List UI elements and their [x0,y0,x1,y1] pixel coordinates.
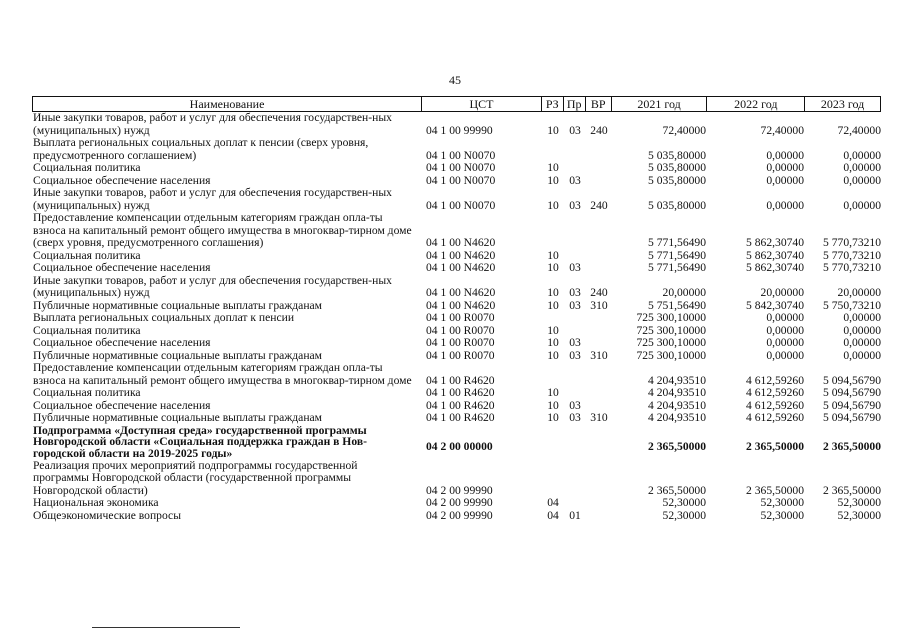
table-row [32,187,881,212]
row-2022: 0,00000 [766,348,804,362]
row-vr: 240 [590,123,608,137]
row-name: Социальная политика [33,248,141,262]
row-2023: 5 750,73210 [823,298,881,312]
header-vr: ВР [586,97,612,111]
row-2023: 2 365,50000 [823,440,881,454]
row-rz: 10 [547,286,559,299]
row-2023: 0,00000 [843,173,881,187]
row-cst: 04 2 00 99990 [426,483,493,497]
row-2022: 20,00000 [760,286,804,299]
row-2021: 5 035,80000 [648,198,706,212]
row-pr: 03 [569,173,581,187]
row-2021: 4 204,93510 [648,411,706,424]
row-rz: 10 [547,248,559,262]
row-vr: 240 [590,198,608,212]
row-2023: 0,00000 [843,336,881,349]
row-2022: 0,00000 [766,148,804,162]
row-cst: 04 1 00 R0070 [426,311,495,324]
row-vr [586,454,612,460]
table-row [32,137,881,162]
row-2023: 20,00000 [837,286,881,299]
row-name: Социальная политика [33,386,141,399]
row-pr: 03 [569,411,581,424]
table-row [32,312,881,325]
row-2021: 5 035,80000 [648,148,706,162]
row-2022: 5 842,30740 [746,298,804,312]
row-name: Выплата региональных социальных доплат к пенсии (сверх уровня, предусмотренного соглашением) [33,136,369,162]
row-name: Публичные нормативные социальные выплаты гражданам [33,298,322,312]
row-2023: 5 094,56790 [823,398,881,412]
row-cst: 04 2 00 00000 [426,440,493,454]
row-rz: 10 [547,348,559,362]
row-pr: 03 [569,198,581,212]
row-2022: 72,40000 [760,123,804,137]
row-2022: 2 365,50000 [746,483,804,497]
row-pr: 03 [569,261,581,274]
row-cst: 04 2 00 99990 [426,508,493,522]
row-2023: 2 365,50000 [823,483,881,497]
row-2023: 5 770,73210 [823,248,881,262]
row-cst: 04 1 00 N4620 [426,286,496,299]
row-rz: 04 [547,508,559,522]
row-rz: 10 [547,336,559,349]
row-cst: 04 1 00 N4620 [426,298,496,312]
row-cst: 04 1 00 R4620 [426,373,495,387]
footnote-divider [92,627,240,628]
header-cst: ЦСТ [422,97,542,111]
row-cst: 04 1 00 N0070 [426,173,496,187]
row-2023: 0,00000 [843,348,881,362]
row-2023: 0,00000 [843,148,881,162]
row-2021: 4 204,93510 [648,386,706,399]
row-2023: 72,40000 [837,123,881,137]
row-2021: 4 204,93510 [648,398,706,412]
row-name: Социальное обеспечение населения [33,261,211,274]
row-name: Социальное обеспечение населения [33,173,211,187]
row-2021: 52,30000 [662,496,706,510]
table-row [32,162,881,175]
row-2022: 0,00000 [766,323,804,337]
row-rz: 10 [547,386,559,399]
row-2021: 4 204,93510 [648,373,706,387]
row-name: Иные закупки товаров, работ и услуг для обеспечения государствен-ных (муниципальных) нужд [33,186,392,212]
page-number: 45 [449,73,461,87]
row-rz [542,454,564,460]
row-pr: 03 [569,348,581,362]
row-name: Предоставление компенсации отдельным категориям граждан опла-ты взноса на капитальный ремонт общего имущества в многоквар-тирном доме (сверх уровня, предусмотренного соглашения) [33,211,412,249]
row-cst: 04 1 00 R0070 [426,348,495,362]
row-2022: 52,30000 [760,496,804,510]
table-row [32,212,881,250]
row-rz: 10 [547,161,559,174]
row-2022: 4 612,59260 [746,411,804,424]
row-name: Иные закупки товаров, работ и услуг для обеспечения государствен-ных (муниципальных) нужд [33,273,392,299]
row-2022: 0,00000 [766,198,804,212]
row-2021: 5 771,56490 [648,236,706,249]
row-pr: 03 [569,123,581,137]
header-2022: 2022 год [707,97,805,111]
header-2023: 2023 год [820,97,865,111]
row-pr: 03 [569,398,581,412]
row-pr [564,454,586,460]
row-2023: 5 094,56790 [823,411,881,424]
row-2022: 2 365,50000 [746,440,804,454]
row-2022: 0,00000 [766,336,804,349]
table-row [32,112,881,137]
row-name: Социальное обеспечение населения [33,398,211,412]
row-name: Социальное обеспечение населения [33,336,211,349]
budget-table [32,96,881,522]
row-cst: 04 1 00 R4620 [426,398,495,412]
row-2021: 52,30000 [662,508,706,522]
row-pr: 03 [569,298,581,312]
row-2022: 4 612,59260 [746,386,804,399]
table-row [32,337,881,350]
header-pr: Пр [564,97,586,111]
row-2023: 5 770,73210 [823,261,881,274]
row-cst: 04 1 00 N4620 [426,248,496,262]
row-vr: 310 [590,411,608,424]
row-2022: 0,00000 [766,161,804,174]
row-pr: 03 [569,286,581,299]
row-name: Подпрограмма «Доступная среда» государственной программы Новгородской области «Социальная поддержка граждан в Нов-городской области на 2019-2025 годы» [33,423,367,461]
row-rz: 10 [547,261,559,274]
row-2023: 52,30000 [837,508,881,522]
row-2022: 52,30000 [760,508,804,522]
row-2021: 5 035,80000 [648,173,706,187]
row-2022: 5 862,30740 [746,236,804,249]
row-2023: 0,00000 [843,311,881,324]
row-cst: 04 2 00 99990 [426,496,493,510]
row-2021: 72,40000 [662,123,706,137]
row-2021: 5 035,80000 [648,161,706,174]
row-2021: 20,00000 [662,286,706,299]
row-name: Предоставление компенсации отдельным категориям граждан опла-ты взноса на капитальный ремонт общего имущества в многоквар-тирном доме [33,361,412,387]
row-name: Публичные нормативные социальные выплаты гражданам [33,411,322,424]
row-2021: 5 771,56490 [648,248,706,262]
row-2021: 5 751,56490 [648,298,706,312]
table-row [32,362,881,387]
row-cst: 04 1 00 N0070 [426,148,496,162]
row-2022: 5 862,30740 [746,261,804,274]
row-2021: 2 365,50000 [648,483,706,497]
header-name: Наименование [33,97,422,111]
table-row [32,275,881,300]
row-cst: 04 1 00 R4620 [426,386,495,399]
row-2023: 5 094,56790 [823,373,881,387]
row-2021: 725 300,10000 [636,323,706,337]
row-2022: 0,00000 [766,173,804,187]
row-cst: 04 1 00 N4620 [426,261,496,274]
row-2023: 0,00000 [843,161,881,174]
row-cst: 04 1 00 N0070 [426,161,496,174]
table-row [32,510,881,523]
row-pr: 03 [569,336,581,349]
row-vr: 310 [590,348,608,362]
row-2022: 0,00000 [766,311,804,324]
row-rz: 04 [547,496,559,510]
row-2023: 52,30000 [837,496,881,510]
row-2022: 5 862,30740 [746,248,804,262]
row-pr: 01 [569,508,581,522]
table-row [32,412,881,425]
row-2023: 5 094,56790 [823,386,881,399]
table-row [32,460,881,498]
row-cst: 04 1 00 R0070 [426,323,495,337]
row-name: Реализация прочих мероприятий подпрограммы государственной программы Новгородской области (государственной программы Новгородской области) [33,458,358,497]
row-2021: 725 300,10000 [636,336,706,349]
row-2023: 5 770,73210 [823,236,881,249]
row-2021: 2 365,50000 [648,440,706,454]
row-rz: 10 [547,173,559,187]
header-2021: 2021 год [612,97,708,111]
row-name: Выплата региональных социальных доплат к пенсии [33,311,295,324]
row-2021: 725 300,10000 [636,348,706,362]
row-rz: 10 [547,323,559,337]
row-rz: 10 [547,398,559,412]
row-rz: 10 [547,298,559,312]
row-rz: 10 [547,198,559,212]
table-header [32,96,881,112]
table-row [32,425,881,460]
row-cst: 04 1 00 99990 [426,123,493,137]
row-rz: 10 [547,411,559,424]
row-2023: 0,00000 [843,198,881,212]
row-2022: 4 612,59260 [746,398,804,412]
row-name: Социальная политика [33,323,141,337]
row-vr: 310 [590,298,608,312]
row-name: Публичные нормативные социальные выплаты гражданам [33,348,322,362]
header-rz: РЗ [542,97,564,111]
row-2021: 5 771,56490 [648,261,706,274]
row-2021: 725 300,10000 [636,311,706,324]
row-name: Иные закупки товаров, работ и услуг для обеспечения государствен-ных (муниципальных) нужд [33,111,392,137]
row-cst: 04 1 00 R0070 [426,336,495,349]
table-row [32,387,881,400]
table-body [32,112,881,522]
row-vr: 240 [590,286,608,299]
row-name: Социальная политика [33,161,141,174]
table-row [32,262,881,275]
row-cst: 04 1 00 N4620 [426,236,496,249]
row-2023: 0,00000 [843,323,881,337]
row-rz: 10 [547,123,559,137]
row-cst: 04 1 00 N0070 [426,198,496,212]
row-name: Общеэкономические вопросы [33,508,181,522]
row-name: Национальная экономика [33,496,159,510]
row-2022: 4 612,59260 [746,373,804,387]
row-cst: 04 1 00 R4620 [426,411,495,424]
